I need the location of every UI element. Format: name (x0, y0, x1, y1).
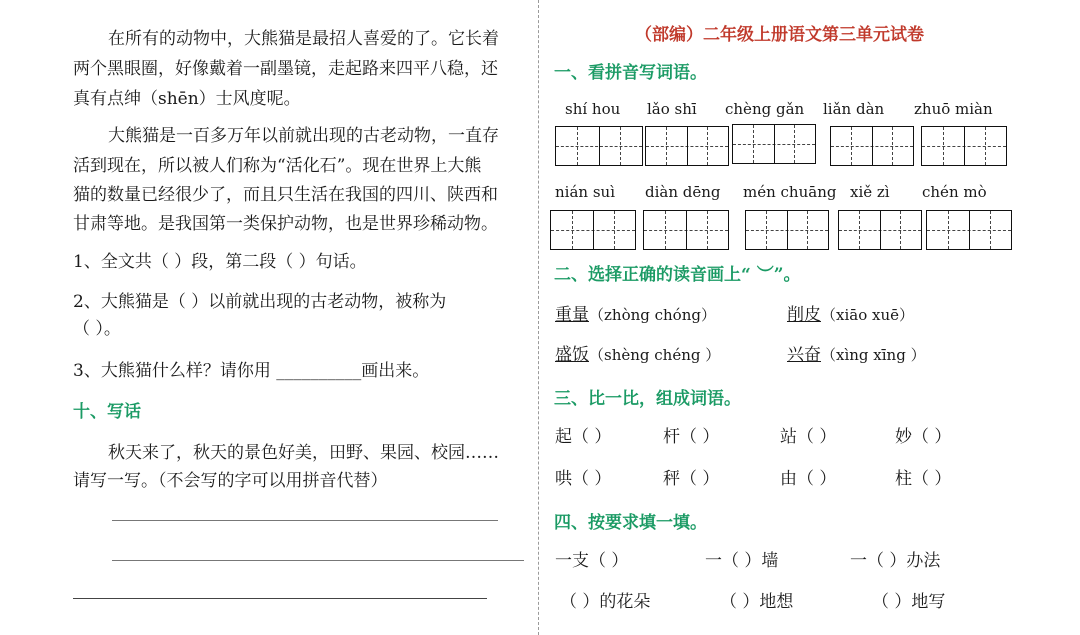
pinyin-1-5: zhuō miàn (914, 100, 993, 118)
writing-box[interactable] (926, 210, 1012, 250)
section-3-heading: 三、比一比，组成词语。 (554, 389, 741, 409)
fill-1-2[interactable]: 一（ ）墙 (705, 551, 779, 571)
pinyin-2-4: xiě zì (850, 183, 890, 201)
pinyin-2-1: nián suì (555, 183, 615, 201)
section-2-heading: 二、选择正确的读音画上“ ︶”。 (554, 265, 801, 285)
question-3: 3、大熊猫什么样？请你用 __________画出来。 (73, 361, 430, 381)
question-2: 2、大熊猫是（ ）以前就出现的古老动物，被称为 (73, 292, 447, 312)
reading-options[interactable]: （xiāo xuē） (821, 306, 914, 324)
compare-1-4[interactable]: 妙（ ） (895, 427, 952, 447)
writing-box[interactable] (921, 126, 1007, 166)
pinyin-2-3: mén chuāng (743, 183, 837, 201)
reading-word: 重量 (555, 305, 589, 325)
reading-word: 削皮 (787, 305, 821, 325)
compare-2-4[interactable]: 柱（ ） (895, 469, 952, 489)
passage-line-5: 活到现在，所以被人们称为“活化石”。现在世界上大熊 (73, 156, 482, 176)
writing-box[interactable] (550, 210, 636, 250)
compare-1-3[interactable]: 站（ ） (780, 427, 837, 447)
pinyin-2-2: diàn dēng (645, 183, 721, 201)
writing-box[interactable] (645, 126, 729, 166)
passage-line-7: 甘肃等地。是我国第一类保护动物，也是世界珍稀动物。 (73, 214, 498, 234)
pinyin-2-5: chén mò (922, 183, 987, 201)
pinyin-1-4: liǎn dàn (823, 100, 885, 118)
pinyin-1-3: chèng gǎn (725, 100, 805, 118)
writing-box[interactable] (830, 126, 914, 166)
pinyin-1-1: shí hou (565, 100, 621, 118)
reading-options[interactable]: （xìng xīng ） (821, 346, 926, 364)
fill-1-1[interactable]: 一支（ ） (555, 551, 629, 571)
exam-title: （部编）二年级上册语文第三单元试卷 (635, 25, 924, 45)
writing-box[interactable] (745, 210, 829, 250)
fill-2-2[interactable]: （ ）地想 (720, 592, 794, 612)
column-divider (538, 0, 540, 635)
compare-2-1[interactable]: 哄（ ） (555, 469, 612, 489)
reading-item-4 (787, 340, 926, 370)
compare-1-2[interactable]: 杆（ ） (663, 427, 720, 447)
compare-1-1[interactable]: 起（ ） (555, 427, 612, 447)
fill-1-3[interactable]: 一（ ）办法 (850, 551, 941, 571)
writing-prompt-2: 请写一写。（不会写的字可以用拼音代替） (73, 471, 388, 491)
question-2-cont: （ ）。 (73, 319, 121, 339)
passage-line-2: 两个黑眼圈，好像戴着一副墨镜，走起路来四平八稳，还 (73, 59, 498, 79)
writing-box[interactable] (643, 210, 729, 250)
fill-2-1[interactable]: （ ）的花朵 (560, 592, 651, 612)
writing-prompt-1: 秋天来了，秋天的景色好美，田野、果园、校园…… (108, 443, 499, 463)
compare-2-3[interactable]: 由（ ） (780, 469, 837, 489)
fill-2-3[interactable]: （ ）地写 (872, 592, 946, 612)
reading-item-3 (555, 340, 720, 370)
writing-heading: 十、写话 (73, 402, 141, 422)
section-1-heading: 一、看拼音写词语。 (554, 63, 707, 83)
reading-word: 兴奋 (787, 345, 821, 365)
writing-box[interactable] (555, 126, 643, 166)
passage-line-4: 大熊猫是一百多万年以前就出现的古老动物，一直存 (108, 126, 499, 146)
section-4-heading: 四、按要求填一填。 (554, 513, 707, 533)
writing-line-1[interactable] (112, 520, 498, 521)
pinyin-1-2: lǎo shī (647, 100, 697, 118)
reading-item-1 (555, 300, 716, 330)
reading-word: 盛饭 (555, 345, 589, 365)
writing-line-3[interactable] (73, 598, 487, 599)
passage-line-6: 猫的数量已经很少了，而且只生活在我国的四川、陕西和 (73, 185, 498, 205)
reading-options[interactable]: （shèng chéng ） (589, 346, 721, 364)
writing-box[interactable] (732, 124, 816, 164)
writing-line-2[interactable] (112, 560, 524, 561)
reading-item-2 (787, 300, 914, 330)
question-1: 1、全文共（ ）段，第二段（ ）句话。 (73, 252, 367, 272)
reading-options[interactable]: （zhòng chóng） (589, 306, 716, 324)
writing-box[interactable] (838, 210, 922, 250)
passage-line-3: 真有点绅（shēn）士风度呢。 (73, 89, 301, 109)
compare-2-2[interactable]: 秤（ ） (663, 469, 720, 489)
passage-line-1: 在所有的动物中，大熊猫是最招人喜爱的了。它长着 (108, 29, 499, 49)
